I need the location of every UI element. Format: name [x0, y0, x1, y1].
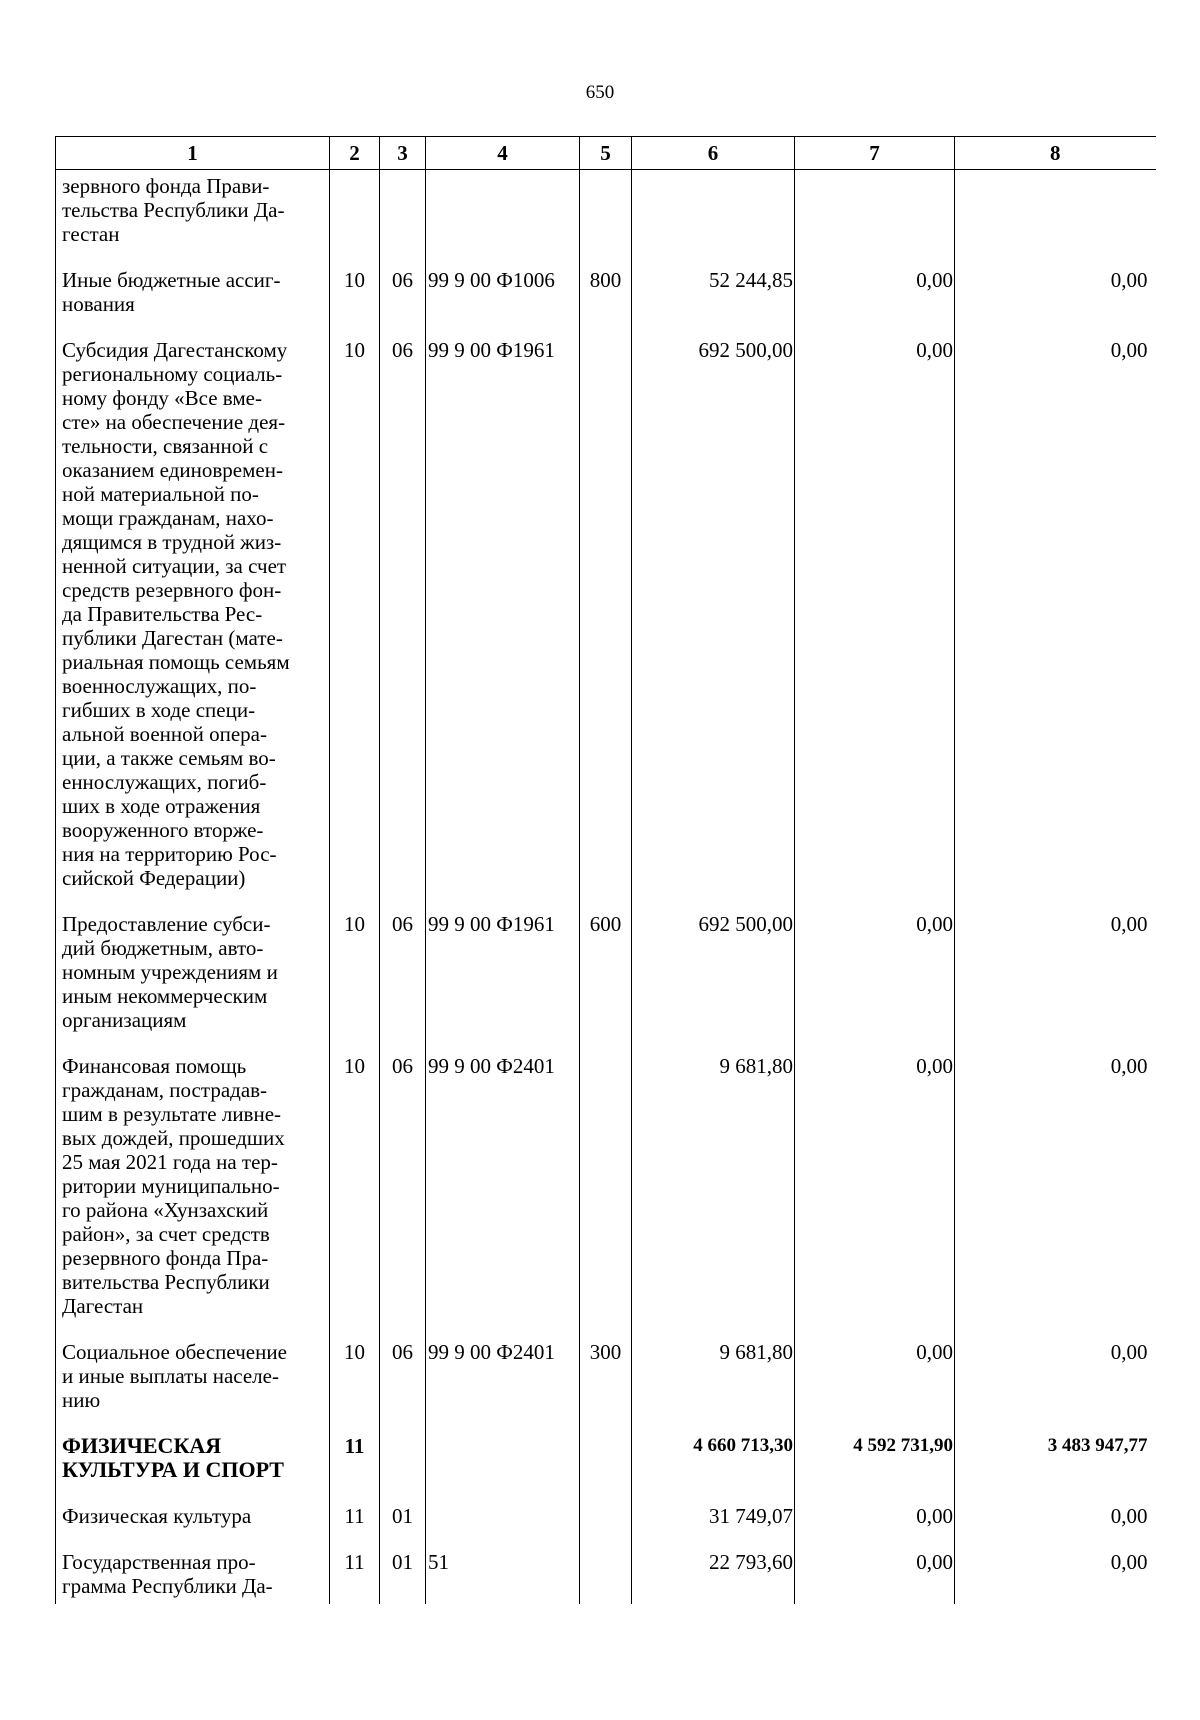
- cell-name: ФИЗИЧЕСКАЯ КУЛЬТУРА И СПОРТ: [56, 1430, 330, 1500]
- cell-sum-1: 9 681,80: [632, 1336, 795, 1430]
- table-row: [56, 1050, 1156, 1336]
- cell-sum-1: 692 500,00: [632, 334, 795, 908]
- cell-expense-type: 800: [580, 264, 632, 334]
- cell-target-code: 99 9 00 Ф1961: [426, 334, 580, 908]
- cell-sum-1: 9 681,80: [632, 1050, 795, 1336]
- cell-subsection: 01: [380, 1546, 426, 1604]
- cell-section: 11: [330, 1430, 380, 1500]
- cell-section: 11: [330, 1500, 380, 1546]
- cell-section: 10: [330, 334, 380, 908]
- cell-target-code: 99 9 00 Ф1006: [426, 264, 580, 334]
- cell-expense-type: [580, 1430, 632, 1500]
- cell-sum-3: 0,00: [1110, 1340, 1148, 1364]
- cell-sum-2: 0,00: [795, 334, 955, 908]
- cell-target-code: 99 9 00 Ф2401: [426, 1050, 580, 1336]
- header-col-expense-type: 5: [580, 137, 632, 170]
- cell-name: Социальное обеспечение и иные выплаты населе- нию: [56, 1336, 330, 1430]
- cell-subsection: [380, 170, 426, 265]
- table-row: [56, 1546, 1156, 1604]
- table-row: [56, 264, 1156, 334]
- table-header: [56, 137, 1156, 170]
- cell-sum-3: 0,00: [1110, 912, 1148, 936]
- budget-table: [55, 136, 1156, 1604]
- cell-sum-2: 0,00: [795, 1500, 955, 1546]
- cell-name: Финансовая помощь гражданам, пострадав- шим в результате ливне- вых дождей, прошедших 25 мая 2021 года на тер- ритории муниципально- го района «Хунзахский район», за счет средств резервного фонда Пра- вительства Республики Дагестан: [56, 1050, 330, 1336]
- cell-sum-1: 22 793,60: [632, 1546, 795, 1604]
- cell-expense-type: [580, 170, 632, 265]
- cell-sum-1: 4 660 713,30: [632, 1430, 795, 1500]
- cell-name: Субсидия Дагестанскому региональному социаль- ному фонду «Все вме- сте» на обеспечение дея- тельности, связанной с оказанием единовремен- ной материальной по- мощи гражданам, нахо- дящимся в трудной жиз- ненной ситуации, за счет средств резервного фон- да Правительства Рес- публики Дагестан (мате- риальная помощь семьям военнослужащих, по- гибших в ходе специ- альной военной опера- ции, а также семьям во- еннослужащих, погиб- ших в ходе отражения вооруженного вторже- ния на территорию Рос- сийской Федерации): [56, 334, 330, 908]
- cell-target-code: [426, 170, 580, 265]
- cell-sum-3: 0,00: [1110, 268, 1148, 292]
- cell-sum-3: 0,00: [1110, 1550, 1148, 1574]
- table-row: [56, 170, 1156, 265]
- cell-sum-3: 0,00: [1110, 338, 1148, 362]
- header-col-sum-1: 6: [632, 137, 795, 170]
- header-col-sum-2: 7: [795, 137, 955, 170]
- cell-name: Предоставление субси- дий бюджетным, авто- номным учреждениям и иным некоммерческим организациям: [56, 908, 330, 1050]
- cell-section: 10: [330, 1336, 380, 1430]
- cell-sum-1: 52 244,85: [632, 264, 795, 334]
- page-number: 650: [585, 82, 615, 103]
- cell-subsection: 01: [380, 1500, 426, 1546]
- cell-section: 10: [330, 264, 380, 334]
- cell-target-code: 99 9 00 Ф2401: [426, 1336, 580, 1430]
- cell-name: зервного фонда Прави- тельства Республики Да- гестан: [56, 170, 330, 265]
- cell-sum-3: 0,00: [1110, 1504, 1148, 1528]
- cell-sum-3: [955, 170, 1156, 265]
- cell-section: [330, 170, 380, 265]
- header-col-name: 1: [56, 137, 330, 170]
- cell-subsection: [380, 1430, 426, 1500]
- cell-expense-type: 600: [580, 908, 632, 1050]
- table-row: [56, 908, 1156, 1050]
- cell-name: Физическая культура: [56, 1500, 330, 1546]
- cell-subsection: 06: [380, 264, 426, 334]
- table-row: [56, 334, 1156, 908]
- cell-expense-type: [580, 1500, 632, 1546]
- cell-sum-3: 0,00: [1110, 1054, 1148, 1078]
- cell-sum-2: 0,00: [795, 1050, 955, 1336]
- cell-subsection: 06: [380, 334, 426, 908]
- cell-sum-3: 3 483 947,77: [1047, 1435, 1148, 1456]
- cell-sum-2: [795, 170, 955, 265]
- cell-expense-type: [580, 1050, 632, 1336]
- cell-section: 10: [330, 908, 380, 1050]
- cell-name: Иные бюджетные ассиг- нования: [56, 264, 330, 334]
- cell-target-code: 99 9 00 Ф1961: [426, 908, 580, 1050]
- header-col-target: 4: [426, 137, 580, 170]
- cell-target-code: [426, 1430, 580, 1500]
- cell-target-code: 51: [426, 1546, 580, 1604]
- cell-sum-2: 0,00: [795, 908, 955, 1050]
- cell-sum-1: [632, 170, 795, 265]
- cell-expense-type: 300: [580, 1336, 632, 1430]
- cell-sum-2: 0,00: [795, 1546, 955, 1604]
- header-col-sum-3: 8: [955, 137, 1156, 170]
- cell-sum-1: 31 749,07: [632, 1500, 795, 1546]
- cell-sum-2: 0,00: [795, 1336, 955, 1430]
- header-col-subsection: 3: [380, 137, 426, 170]
- header-col-section: 2: [330, 137, 380, 170]
- table-row: [56, 1500, 1156, 1546]
- table-row: [56, 1336, 1156, 1430]
- cell-sum-2: 4 592 731,90: [795, 1430, 955, 1500]
- cell-target-code: [426, 1500, 580, 1546]
- cell-expense-type: [580, 334, 632, 908]
- cell-subsection: 06: [380, 1336, 426, 1430]
- cell-sum-2: 0,00: [795, 264, 955, 334]
- cell-section: 10: [330, 1050, 380, 1336]
- cell-subsection: 06: [380, 908, 426, 1050]
- cell-expense-type: [580, 1546, 632, 1604]
- table-row: [56, 1430, 1156, 1500]
- cell-section: 11: [330, 1546, 380, 1604]
- header-row: [56, 137, 1156, 170]
- cell-subsection: 06: [380, 1050, 426, 1336]
- cell-name: Государственная про- грамма Республики Да-: [56, 1546, 330, 1604]
- table-body: [56, 170, 1156, 1605]
- cell-sum-1: 692 500,00: [632, 908, 795, 1050]
